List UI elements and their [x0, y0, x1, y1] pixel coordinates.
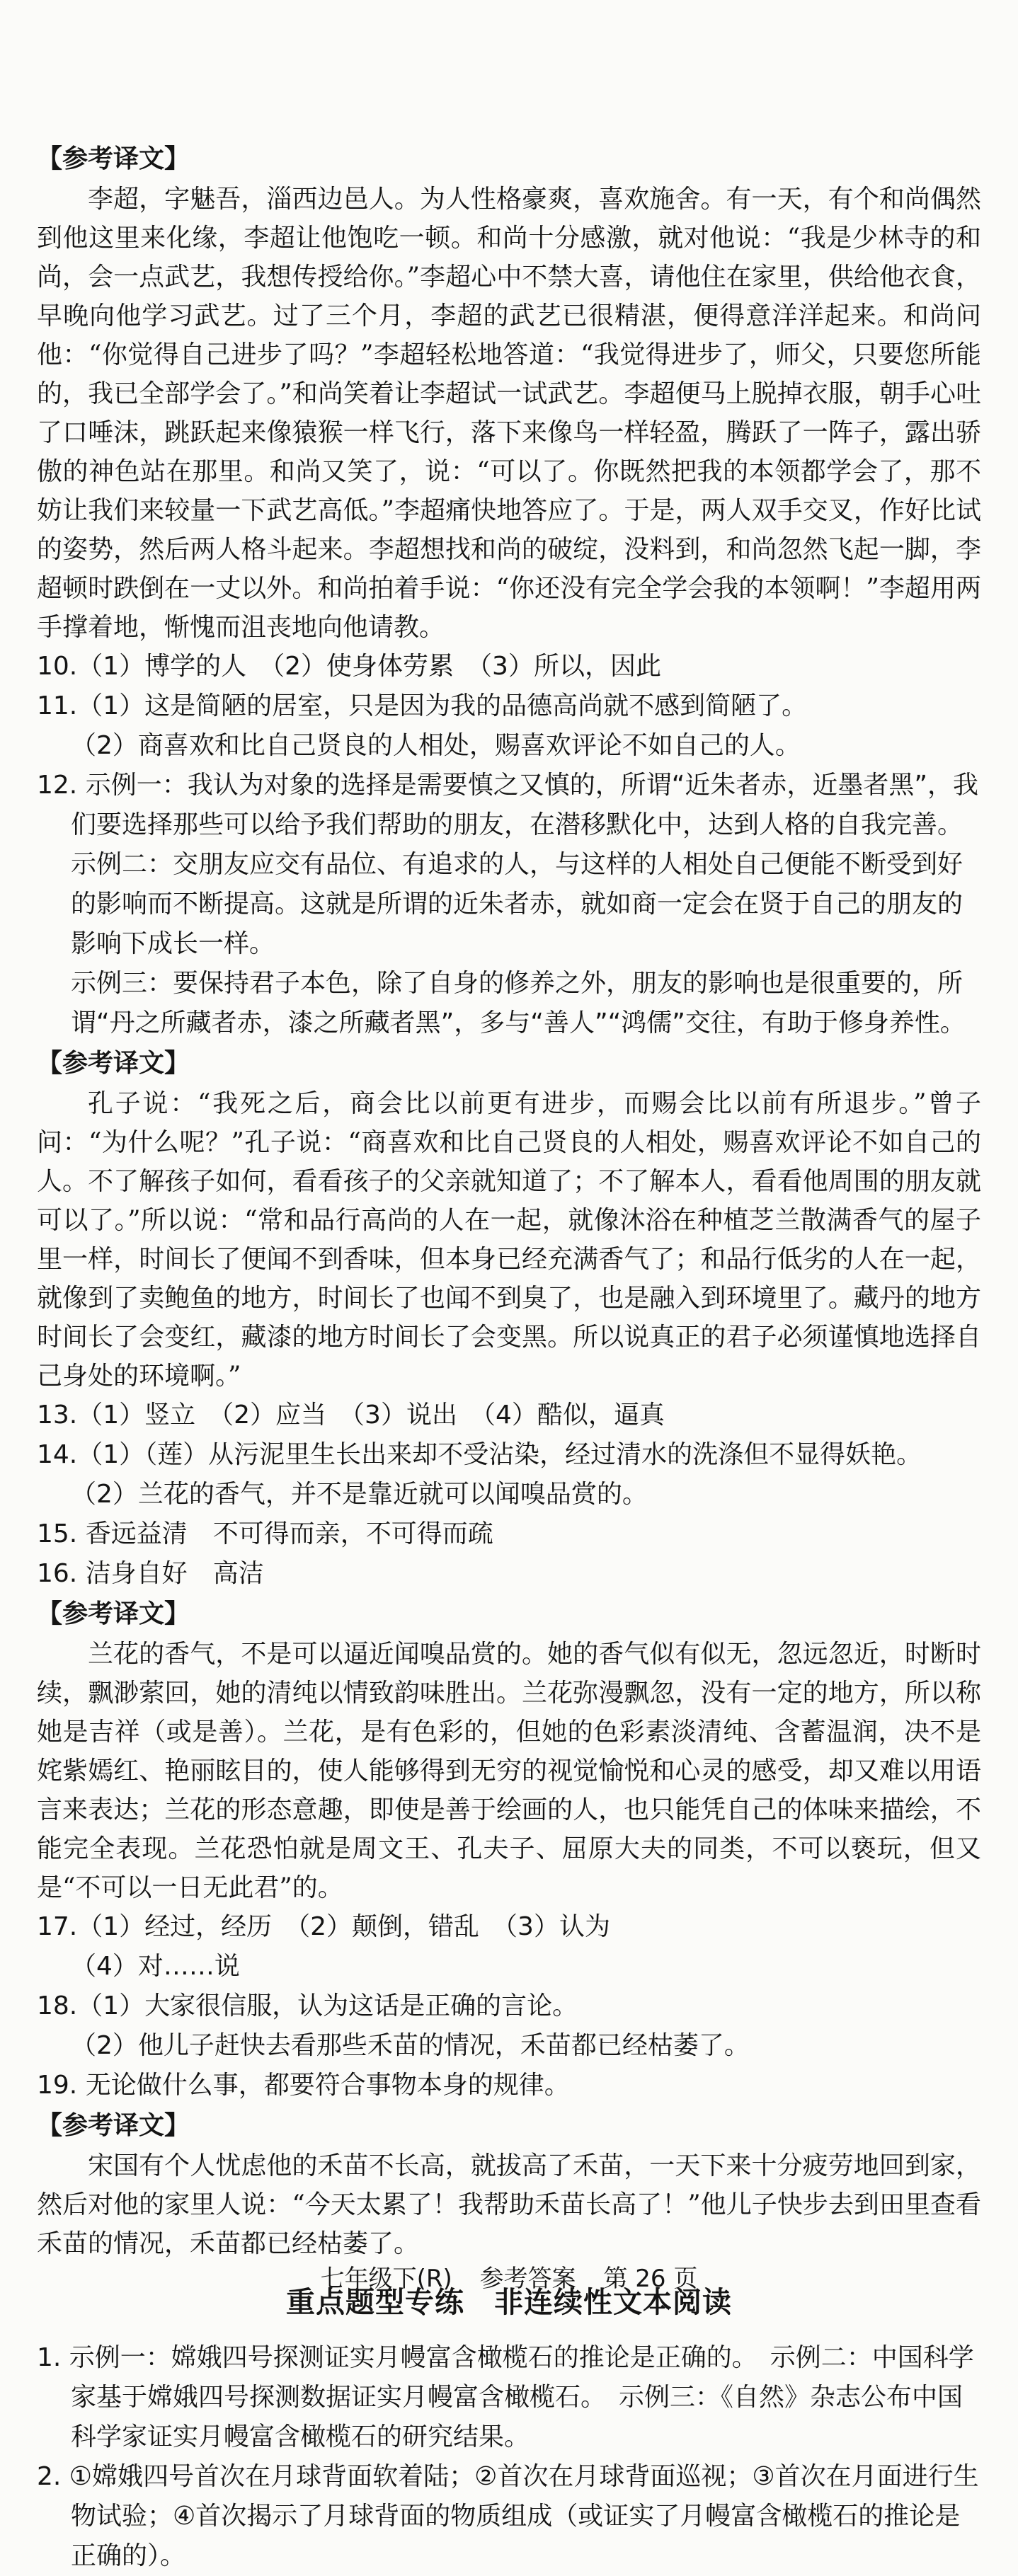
section-answer-2: 2. ①嫦娥四号首次在月球背面软着陆；②首次在月球背面巡视；③首次在月面进行生物试验；④首次揭示了月球背面的物质组成（或证实了月幔富含橄榄石的推论是正确的）。 — [37, 2462, 979, 2570]
answer-12-example-1: 12. 示例一：我认为对象的选择是需要慎之又慎的，所谓“近朱者赤，近墨者黑”，我们要选择那些可以给予我们帮助的朋友，在潜移默化中，达到人格的自我完善。 — [37, 771, 978, 839]
answer-16: 16. 洁身自好 高洁 — [37, 1559, 264, 1588]
answer-18-1: 18.（1）大家很信服，认为这话是正确的言论。 — [37, 1991, 578, 2020]
reference-translation-header: 【参考译文】 — [37, 1049, 190, 1078]
translation-paragraph: 李超，字魅吾，淄西边邑人。为人性格豪爽，喜欢施舍。有一天，有个和尚偶然到他这里来化缘，李超让他饱吃一顿。和尚十分感激，就对他说：“我是少林寺的和尚，会一点武艺，我想传授给你。”李超心中不禁大喜，请他住在家里，供给他衣食，早晚向他学习武艺。过了三个月，李超的武艺已很精湛，便得意洋洋起来。和尚问他：“你觉得自己进步了吗？”李超轻松地答道：“我觉得进步了，师父，只要您所能的，我已全部学会了。”和尚笑着让李超试一试武艺。李超便马上脱掉衣服，朝手心吐了口唾沫，跳跃起来像猿猴一样飞行，落下来像鸟一样轻盈，腾跃了一阵子，露出骄傲的神色站在那里。和尚又笑了，说：“可以了。你既然把我的本领都学会了，那不妨让我们来较量一下武艺高低。”李超痛快地答应了。于是，两人双手交叉，作好比试的姿势，然后两人格斗起来。李超想找和尚的破绽，没料到，和尚忽然飞起一脚，李超顿时跌倒在一丈以外。和尚拍着手说：“你还没有完全学会我的本领啊！”李超用两手撑着地，惭愧而沮丧地向他请教。 — [37, 185, 981, 642]
answer-14-2: （2）兰花的香气，并不是靠近就可以闻嗅品赏的。 — [71, 1480, 648, 1509]
section-answer-1: 1. 示例一：嫦娥四号探测证实月幔富含橄榄石的推论是正确的。 示例二：中国科学家基于嫦娥四号探测数据证实月幔富含橄榄石。 示例三：《自然》杂志公布中国科学家证实月幔富含橄榄石的研究结果。 — [37, 2343, 974, 2451]
answer-18-2: （2）他儿子赶快去看那些禾苗的情况，禾苗都已经枯萎了。 — [71, 2031, 750, 2060]
reference-translation-header: 【参考译文】 — [37, 2111, 190, 2140]
answer-17-2: （4）对……说 — [71, 1952, 240, 1981]
footer-label: 参考答案 — [479, 2265, 576, 2293]
section-title: 重点题型专练 非连续性文本阅读 — [286, 2285, 732, 2319]
answer-17-1: 17.（1）经过，经历 （2）颠倒，错乱 （3）认为 — [37, 1912, 610, 1941]
translation-paragraph: 宋国有个人忧虑他的禾苗不长高，就拔高了禾苗，一天下来十分疲劳地回到家，然后对他的家里人说：“今天太累了！我帮助禾苗长高了！”他儿子快步去到田里查看禾苗的情况，禾苗都已经枯萎了。 — [37, 2151, 981, 2258]
answer-14-1: 14.（1）（莲）从污泥里生长出来却不受沾染，经过清水的洗涤但不显得妖艳。 — [37, 1440, 922, 1469]
answer-12-example-2: 示例二：交朋友应交有品位、有追求的人，与这样的人相处自己便能不断受到好的影响而不断提高。这就是所谓的近朱者赤，就如商一定会在贤于自己的朋友的影响下成长一样。 — [71, 850, 963, 958]
page-footer — [0, 2259, 1018, 2294]
answer-15: 15. 香远益清 不可得而亲，不可得而疏 — [37, 1519, 493, 1548]
reference-translation-header: 【参考译文】 — [37, 144, 190, 173]
answer-12-example-3: 示例三：要保持君子本色，除了自身的修养之外，朋友的影响也是很重要的，所谓“丹之所藏者赤，漆之所藏者黑”，多与“善人”“鸿儒”交往，有助于修身养性。 — [71, 969, 966, 1037]
footer-grade: 七年级下(R) — [320, 2265, 452, 2293]
answer-10: 10.（1）博学的人 （2）使身体劳累 （3）所以，因此 — [37, 652, 661, 681]
answer-13: 13.（1）竖立 （2）应当 （3）说出 （4）酷似，逼真 — [37, 1401, 665, 1430]
answer-11-2: （2）商喜欢和比自己贤良的人相处，赐喜欢评论不如自己的人。 — [71, 731, 801, 760]
reference-translation-header: 【参考译文】 — [37, 1599, 190, 1628]
page-content — [37, 139, 981, 2576]
answer-11-1: 11.（1）这是简陋的居室，只是因为我的品德高尚就不感到简陋了。 — [37, 691, 808, 720]
translation-paragraph: 兰花的香气，不是可以逼近闻嗅品赏的。她的香气似有似无，忽远忽近，时断时续，飘渺萦回，她的清纯以情致韵味胜出。兰花弥漫飘忽，没有一定的地方，所以称她是吉祥（或是善）。兰花，是有色彩的，但她的色彩素淡清纯、含蓄温润，决不是姹紫嫣红、艳丽眩目的，使人能够得到无穷的视觉愉悦和心灵的感受，却又难以用语言来表达；兰花的形态意趣，即使是善于绘画的人，也只能凭自己的体味来描绘，不能完全表现。兰花恐怕就是周文王、孔夫子、屈原大夫的同类，不可以亵玩，但又是“不可以一日无此君”的。 — [37, 1640, 981, 1902]
translation-paragraph: 孔子说：“我死之后，商会比以前更有进步，而赐会比以前有所退步。”曾子问：“为什么呢？”孔子说：“商喜欢和比自己贤良的人相处，赐喜欢评论不如自己的人。不了解孩子如何，看看孩子的父亲就知道了；不了解本人，看看他周围的朋友就可以了。”所以说：“常和品行高尚的人在一起，就像沐浴在种植芝兰散满香气的屋子里一样，时间长了便闻不到香味，但本身已经充满香气了；和品行低劣的人在一起，就像到了卖鲍鱼的地方，时间长了也闻不到臭了，也是融入到环境里了。藏丹的地方时间长了会变红，藏漆的地方时间长了会变黑。所以说真正的君子必须谨慎地选择自己身处的环境啊。” — [37, 1089, 981, 1391]
footer-page-number: 第 26 页 — [603, 2265, 698, 2293]
answer-19: 19. 无论做什么事，都要符合事物本身的规律。 — [37, 2071, 570, 2100]
